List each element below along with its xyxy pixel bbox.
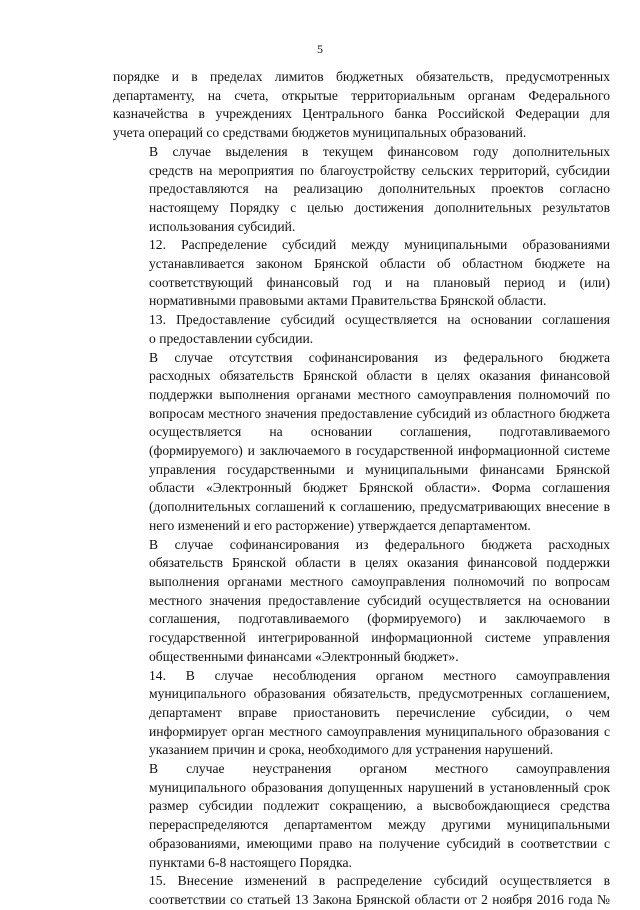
paragraph — [113, 536, 610, 667]
text-line: соответствующий финансовый год и на плановый период и (или) — [149, 274, 610, 290]
text-line: (дополнительных соглашений к соглашению, предусматривающих внесение в — [149, 499, 610, 515]
text-line: местного значения предоставление субсидий осуществляется на основании — [149, 592, 610, 608]
text-line: общественными финансами «Электронный бюджет». — [149, 648, 459, 664]
paragraph — [113, 667, 610, 761]
text-line: поддержки выполнения органами местного самоуправления полномочий по — [149, 386, 610, 402]
text-line: государственной интегрированной информационной системе управления — [149, 630, 610, 646]
page-number: 5 — [317, 42, 323, 56]
text-line: 13. Предоставление субсидий осуществляется на основании соглашения — [149, 312, 610, 328]
text-line: соглашения, подготавливаемого (формируемого) и заключаемого в — [149, 611, 610, 627]
text-line: 15. Внесение изменений в распределение субсидий осуществляется в — [149, 873, 610, 889]
text-line: настоящему Порядку с целью достижения дополнительных результатов — [149, 199, 610, 215]
paragraph — [113, 349, 610, 536]
text-line: нормативными правовыми актами Правительства Брянской области. — [149, 293, 547, 309]
document-body — [113, 68, 610, 910]
text-line: области «Электронный бюджет Брянской области». Форма соглашения — [149, 480, 610, 496]
text-line: В случае выделения в текущем финансовом году дополнительных — [149, 143, 610, 159]
text-line: осуществляется на основании соглашения, подготавливаемого — [149, 424, 610, 440]
paragraph — [113, 311, 610, 348]
text-line: о предоставлении субсидии. — [149, 330, 314, 346]
paragraph — [113, 760, 610, 872]
text-line: него изменений и его расторжение) утверждается департаментом. — [149, 517, 531, 533]
text-line: департаменту, на счета, открытые территориальным органам Федерального — [113, 87, 610, 103]
paragraph — [113, 143, 610, 237]
text-line: управления государственными и муниципальными финансами Брянской — [149, 461, 610, 477]
text-line: устанавливается законом Брянской области об областном бюджете на — [149, 256, 610, 272]
text-line: использования субсидий. — [149, 218, 296, 234]
text-line: соответствии со статьей 13 Закона Брянской области от 2 ноября 2016 года № — [149, 891, 610, 907]
text-line: образованиями, имеющими право на получение субсидий в соответствии с — [149, 835, 610, 851]
paragraph — [113, 236, 610, 311]
text-line: 12. Распределение субсидий между муниципальными образованиями — [149, 237, 610, 253]
text-line: вопросам местного значения предоставление субсидий из областного бюджета — [149, 405, 610, 421]
paragraph — [113, 872, 610, 909]
text-line: информирует орган местного самоуправления муниципального образования с — [149, 723, 610, 739]
text-line: казначейства в учреждениях Центрального банка Российской Федерации для — [113, 106, 610, 122]
text-line: указанием причин и срока, необходимого для устранения нарушений. — [149, 742, 554, 758]
text-line: размер субсидии подлежит сокращению, а высвобождающиеся средства — [149, 798, 610, 814]
text-line: муниципального образования допущенных нарушений в установленный срок — [149, 779, 610, 795]
text-line: расходных обязательств Брянской области в целях оказания финансовой — [149, 368, 610, 384]
text-line: учета операций со средствами бюджетов муниципальных образований. — [113, 125, 527, 141]
text-line: В случае неустранения органом местного самоуправления — [149, 761, 610, 777]
paragraph — [113, 68, 610, 143]
text-line: порядке и в пределах лимитов бюджетных обязательств, предусмотренных — [113, 69, 610, 84]
text-line: пунктами 6-8 настоящего Порядка. — [149, 854, 352, 870]
text-line: предоставляются на реализацию дополнительных проектов согласно — [149, 181, 610, 197]
text-line: муниципального образования обязательств, предусмотренных соглашением, — [149, 686, 610, 702]
text-line: В случае софинансирования из федерального бюджета расходных — [149, 536, 610, 552]
text-line: (формируемого) и заключаемого в государственной информационной системе — [149, 443, 610, 459]
text-line: средств на мероприятия по благоустройству сельских территорий, субсидии — [149, 162, 610, 178]
text-line: В случае отсутствия софинансирования из федерального бюджета — [149, 349, 610, 365]
text-line: 14. В случае несоблюдения органом местного самоуправления — [149, 667, 610, 683]
text-line: департамент вправе приостановить перечисление субсидии, о чем — [149, 704, 610, 720]
text-line: перераспределяются департаментом между другими муниципальными — [149, 817, 610, 833]
text-line: выполнения органами местного самоуправления полномочий по вопросам — [149, 573, 610, 589]
text-line: обязательств Брянской области в целях оказания финансовой поддержки — [149, 555, 610, 571]
